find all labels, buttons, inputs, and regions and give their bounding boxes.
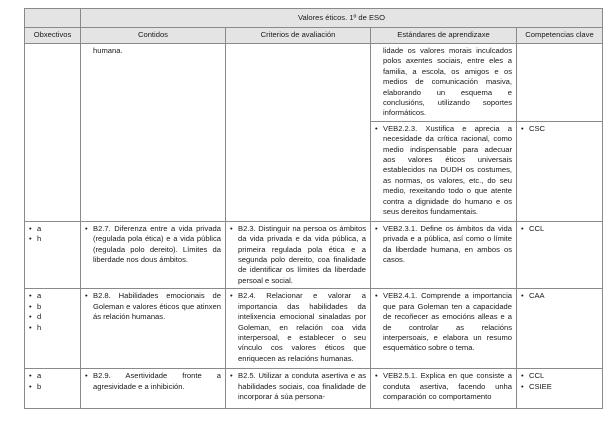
criterios-cell — [226, 44, 371, 222]
criterios-cell — [226, 369, 371, 409]
column-header-row — [25, 28, 603, 44]
estandares-cell — [371, 44, 517, 122]
estandares-item: • VEB2.2.3. Xustifica e aprecia a necesidade da crítica racional, como medio indispensable para adecuar aos valores éticos universais establecidos na DUDH os costumes, as normas, os valores, etc., do seu medio, rexeitando todo o que atente contra a dignidade do humano e os seus dereitos fundamentais. — [375, 124, 512, 218]
competencias-cell — [517, 369, 603, 409]
competencia-item: • CAA — [521, 291, 598, 301]
contidos-item: • B2.8. Habilidades emocionais de Goleman e valores éticos que atinxen ás relación humanas. — [85, 291, 221, 322]
competencia-item: • CSIEE — [521, 382, 598, 392]
estandares-cell — [371, 289, 517, 369]
obxectivos-cell — [25, 221, 81, 288]
criterios-cell — [226, 289, 371, 369]
table-row — [25, 44, 603, 122]
competencia-item: • CSC — [521, 124, 598, 134]
table-row — [25, 369, 603, 409]
contidos-item: • B2.7. Diferenza entre a vida privada (regulada pola ética) e a vida pública (regulada polo dereito). Límites da liberdade nos dous ámbitos. — [85, 224, 221, 266]
contidos-cell — [81, 289, 226, 369]
column-header-estandares: Estándares de aprendizaxe — [371, 28, 517, 44]
obxectivo-item: • b — [29, 302, 76, 312]
competencias-cell — [517, 44, 603, 122]
obxectivo-item: • d — [29, 312, 76, 322]
criterios-item: • B2.3. Distinguir na persoa os ámbitos da vida privada e da vida pública, a primeira regulada pola ética e a segunda polo dereito, coa finalidade de identificar os límites da liberdade persoal e social. — [230, 224, 366, 286]
super-header-empty-cell — [25, 9, 81, 28]
estandares-cell — [371, 221, 517, 288]
estandares-text: lidade os valores morais inculcados polos axentes sociais, entre eles a familia, a escola, os amigos e os medios de comunicación masiva, elaborando un esquema e conclusións, utilizando soportes informáticos. — [383, 46, 512, 118]
column-header-competencias: Competencias clave — [517, 28, 603, 44]
table-row — [25, 221, 603, 288]
estandares-cell — [371, 121, 517, 221]
contidos-item: • B2.9. Asertividade fronte a agresividade e a inhibición. — [85, 371, 221, 392]
obxectivo-item: • a — [29, 291, 76, 301]
estandares-item: • VEB2.4.1. Comprende a importancia que para Goleman ten a capacidade de recoñecer as emocións alleas e a de controlar as relacións interpersoais, e elabora un resumo esquemático sobre o tema. — [375, 291, 512, 353]
super-header-row — [25, 9, 603, 28]
estandares-item: • VEB2.3.1. Define os ámbitos da vida privada e a pública, así como o límite da liberdade humana, en ambos os casos. — [375, 224, 512, 266]
obxectivo-item: • h — [29, 234, 76, 244]
competencias-cell — [517, 221, 603, 288]
contidos-cell — [81, 369, 226, 409]
column-header-contidos: Contidos — [81, 28, 226, 44]
contidos-text: humana. — [93, 46, 123, 55]
criterios-cell — [226, 221, 371, 288]
obxectivos-cell — [25, 44, 81, 222]
column-header-obxectivos: Obxectivos — [25, 28, 81, 44]
obxectivo-item: • h — [29, 323, 76, 333]
obxectivo-item: • b — [29, 382, 76, 392]
estandares-cell — [371, 369, 517, 409]
obxectivo-item: • a — [29, 224, 76, 234]
competencias-cell — [517, 121, 603, 221]
competencia-item: • CCL — [521, 371, 598, 381]
competencias-cell — [517, 289, 603, 369]
competencia-item: • CCL — [521, 224, 598, 234]
column-header-criterios: Criterios de avaliación — [226, 28, 371, 44]
contidos-cell — [81, 44, 226, 222]
obxectivo-item: • a — [29, 371, 76, 381]
criterios-item: • B2.5. Utilizar a conduta asertiva e as habilidades sociais, coa finalidade de incorporar á súa persona- — [230, 371, 366, 402]
curriculum-table — [24, 8, 603, 409]
obxectivos-cell — [25, 289, 81, 369]
table-row — [25, 289, 603, 369]
curriculum-table-page — [24, 8, 602, 409]
criterios-item: • B2.4. Relacionar e valorar a importancia das habilidades da intelixencia emocional sinaladas por Goleman, en relación coa vida interpersoal, e establecer o seu vínculo cos valores éticos que enriquecen as relacións humanas. — [230, 291, 366, 364]
contidos-cell — [81, 221, 226, 288]
estandares-item: • VEB2.5.1. Explica en que consiste a conduta asertiva, facendo unha comparación co comportamento — [375, 371, 512, 402]
obxectivos-cell — [25, 369, 81, 409]
super-header-title: Valores éticos. 1º de ESO — [81, 9, 603, 28]
